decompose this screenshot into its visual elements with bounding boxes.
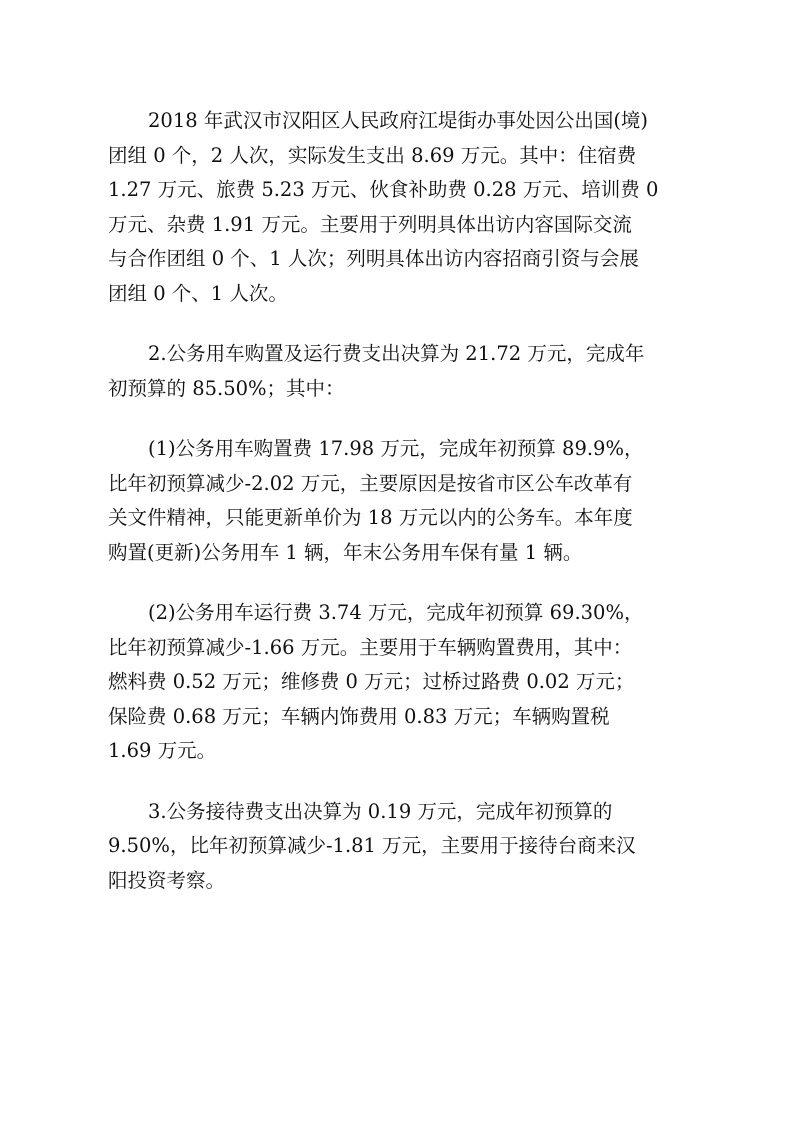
text-line: 燃料费 0.52 万元；维修费 0 万元；过桥过路费 0.02 万元； bbox=[108, 670, 635, 693]
text-line: 1.27 万元、旅费 5.23 万元、伙食补助费 0.28 万元、培训费 0 bbox=[108, 178, 659, 201]
paragraph-vehicle-purchase bbox=[108, 432, 688, 570]
text-line: 团组 0 个、1 人次。 bbox=[108, 281, 288, 305]
text-line: 购置(更新)公务用车 1 辆，年末公务用车保有量 1 辆。 bbox=[108, 540, 583, 564]
text-line: 与合作团组 0 个、1 人次；列明具体出访内容招商引资与会展 bbox=[108, 247, 639, 270]
text-line: 比年初预算减少-1.66 万元。主要用于车辆购置费用，其中： bbox=[108, 635, 633, 659]
text-line: 万元、杂费 1.91 万元。主要用于列明具体出访内容国际交流 bbox=[108, 212, 632, 236]
text-line: (2)公务用车运行费 3.74 万元，完成年初预算 69.30%， bbox=[148, 601, 644, 624]
paragraph-reception-expenses bbox=[108, 795, 688, 899]
text-line: 2.公务用车购置及运行费支出决算为 21.72 万元，完成年 bbox=[148, 342, 645, 365]
paragraph-outbound-travel bbox=[108, 104, 688, 311]
text-line: 初预算的 85.50%；其中： bbox=[108, 376, 345, 400]
text-line: (1)公务用车购置费 17.98 万元，完成年初预算 89.9%， bbox=[148, 437, 644, 460]
paragraph-vehicle-expenses bbox=[108, 337, 688, 406]
text-line: 阳投资考察。 bbox=[108, 868, 226, 892]
text-line: 比年初预算减少-2.02 万元，主要原因是按省市区公车改革有 bbox=[108, 471, 633, 495]
text-line: 团组 0 个，2 人次，实际发生支出 8.69 万元。其中：住宿费 bbox=[108, 143, 637, 167]
text-line: 2018 年武汉市汉阳区人民政府江堤街办事处因公出国(境) bbox=[148, 109, 649, 132]
text-line: 3.公务接待费支出决算为 0.19 万元，完成年初预算的 bbox=[148, 799, 613, 823]
text-line: 1.69 万元。 bbox=[108, 739, 217, 762]
text-line: 9.50%，比年初预算减少-1.81 万元，主要用于接待台商来汉 bbox=[108, 834, 636, 857]
paragraph-vehicle-operation bbox=[108, 596, 688, 769]
text-line: 保险费 0.68 万元；车辆内饰费用 0.83 万元；车辆购置税 bbox=[108, 704, 610, 728]
document-body bbox=[108, 104, 688, 924]
text-line: 关文件精神，只能更新单价为 18 万元以内的公务车。本年度 bbox=[108, 506, 633, 529]
